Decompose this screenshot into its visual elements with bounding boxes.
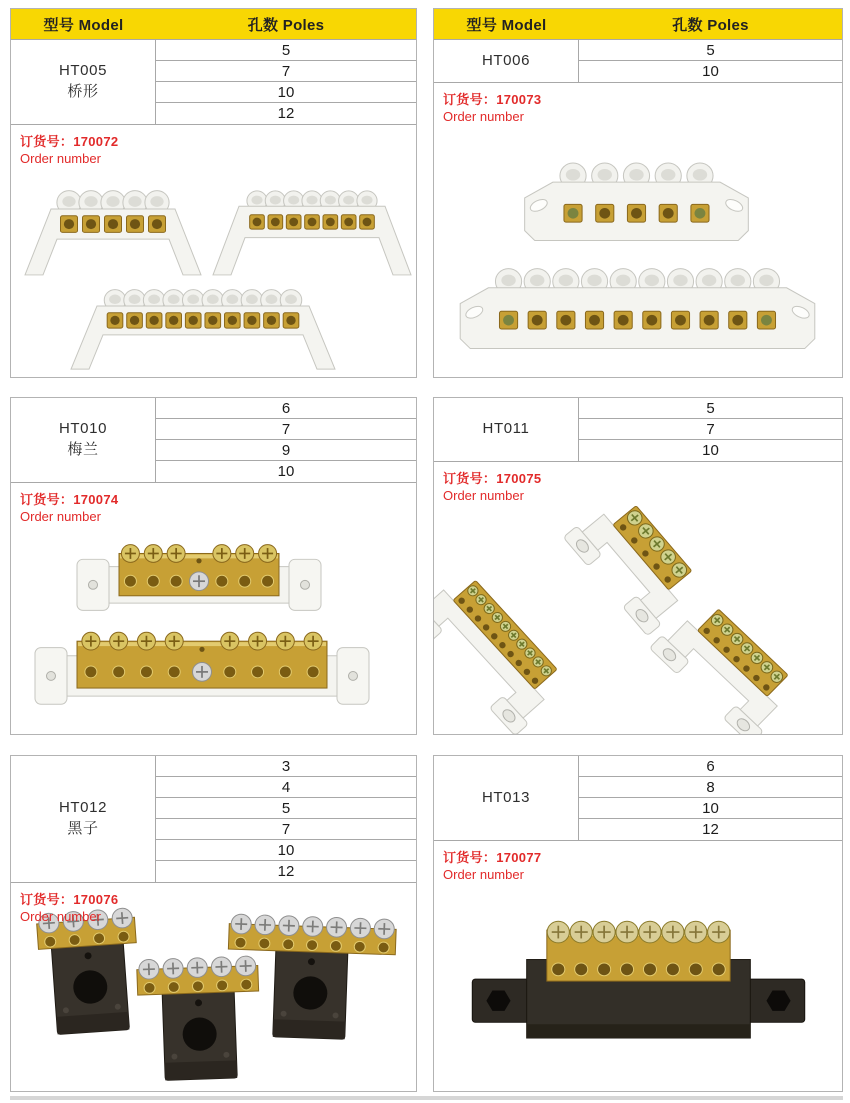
model-cell bbox=[434, 756, 579, 840]
pole-value: 7 bbox=[156, 61, 416, 82]
model-cell bbox=[11, 40, 156, 124]
pole-value: 6 bbox=[579, 756, 842, 777]
spec-table bbox=[434, 398, 842, 462]
header-poles-label: 孔数 Poles bbox=[247, 16, 325, 34]
product-photo-ht005 bbox=[11, 167, 416, 377]
model-subtitle: 黑子 bbox=[67, 820, 99, 837]
pole-value: 12 bbox=[277, 105, 295, 122]
pole-value: 9 bbox=[156, 440, 416, 461]
panel-ht010 bbox=[10, 397, 417, 735]
header-model-label: 型号 Model bbox=[466, 16, 547, 34]
table-header bbox=[11, 9, 416, 40]
pole-list bbox=[579, 756, 842, 840]
model-name: HT011 bbox=[482, 420, 530, 438]
pole-value: 8 bbox=[579, 777, 842, 798]
panel-ht013 bbox=[433, 755, 843, 1092]
product-photo-ht010 bbox=[11, 525, 416, 734]
order-number-cn: 订货号：170077 bbox=[443, 850, 542, 865]
order-number-en: Order number bbox=[20, 151, 101, 166]
order-number-block bbox=[434, 83, 842, 125]
order-number-block bbox=[11, 125, 416, 167]
product-photo-ht011 bbox=[434, 464, 842, 734]
pole-value: 10 bbox=[156, 82, 416, 103]
pole-value: 12 bbox=[277, 863, 295, 880]
model-name: HT005 bbox=[58, 62, 108, 80]
pole-value: 12 bbox=[702, 821, 719, 838]
spec-table bbox=[11, 40, 416, 125]
pole-value: 10 bbox=[277, 463, 295, 480]
spec-table bbox=[11, 756, 416, 883]
order-number-cn: 订货号：170074 bbox=[20, 492, 119, 507]
pole-list bbox=[579, 40, 842, 82]
order-number-block bbox=[11, 483, 416, 525]
spec-table bbox=[11, 398, 416, 483]
pole-value: 5 bbox=[156, 798, 416, 819]
order-number-cn: 订货号：170073 bbox=[443, 92, 542, 107]
pole-value: 5 bbox=[156, 40, 416, 61]
model-cell bbox=[434, 40, 579, 82]
header-model-label: 型号 Model bbox=[43, 16, 124, 34]
pole-value: 3 bbox=[156, 756, 416, 777]
order-number-block bbox=[11, 883, 416, 925]
order-number-en: Order number bbox=[20, 909, 101, 924]
model-cell bbox=[434, 398, 579, 461]
panel-ht011 bbox=[433, 397, 843, 735]
pole-value: 10 bbox=[702, 63, 719, 80]
order-number-block bbox=[434, 841, 842, 883]
order-number-block bbox=[434, 462, 842, 504]
model-cell bbox=[11, 398, 156, 482]
order-number-cn: 订货号：170076 bbox=[20, 892, 119, 907]
pole-value: 7 bbox=[156, 419, 416, 440]
pole-list bbox=[156, 756, 416, 882]
model-name: HT012 bbox=[58, 799, 108, 817]
pole-list bbox=[579, 398, 842, 461]
pole-value: 5 bbox=[579, 398, 842, 419]
pole-value: 5 bbox=[579, 40, 842, 61]
pole-value: 6 bbox=[156, 398, 416, 419]
pole-list bbox=[156, 398, 416, 482]
pole-value: 7 bbox=[156, 819, 416, 840]
header-poles-label: 孔数 Poles bbox=[672, 16, 749, 34]
model-name: HT013 bbox=[481, 788, 531, 806]
product-photo-ht006 bbox=[434, 125, 842, 377]
pole-list bbox=[156, 40, 416, 124]
order-number-en: Order number bbox=[443, 488, 524, 503]
model-subtitle: 桥形 bbox=[67, 83, 99, 100]
spec-table bbox=[434, 40, 842, 83]
order-number-cn: 订货号：170075 bbox=[443, 471, 542, 486]
panel-ht005 bbox=[10, 8, 417, 378]
model-cell bbox=[11, 756, 156, 882]
pole-value: 10 bbox=[702, 442, 719, 459]
model-subtitle: 梅兰 bbox=[67, 441, 99, 458]
order-number-cn: 订货号：170072 bbox=[20, 134, 119, 149]
panel-ht012 bbox=[10, 755, 417, 1092]
page-bottom-divider bbox=[10, 1096, 843, 1100]
product-photo-ht012 bbox=[11, 903, 416, 1091]
order-number-en: Order number bbox=[443, 867, 524, 882]
model-name: HT010 bbox=[58, 420, 108, 438]
product-photo-ht013 bbox=[434, 883, 842, 1091]
pole-value: 10 bbox=[156, 840, 416, 861]
pole-value: 4 bbox=[156, 777, 416, 798]
pole-value: 10 bbox=[579, 798, 842, 819]
spec-table bbox=[434, 756, 842, 841]
model-name: HT006 bbox=[481, 51, 531, 69]
order-number-en: Order number bbox=[20, 509, 101, 524]
pole-value: 7 bbox=[579, 419, 842, 440]
table-header bbox=[434, 9, 842, 40]
order-number-en: Order number bbox=[443, 109, 524, 124]
panel-ht006 bbox=[433, 8, 843, 378]
